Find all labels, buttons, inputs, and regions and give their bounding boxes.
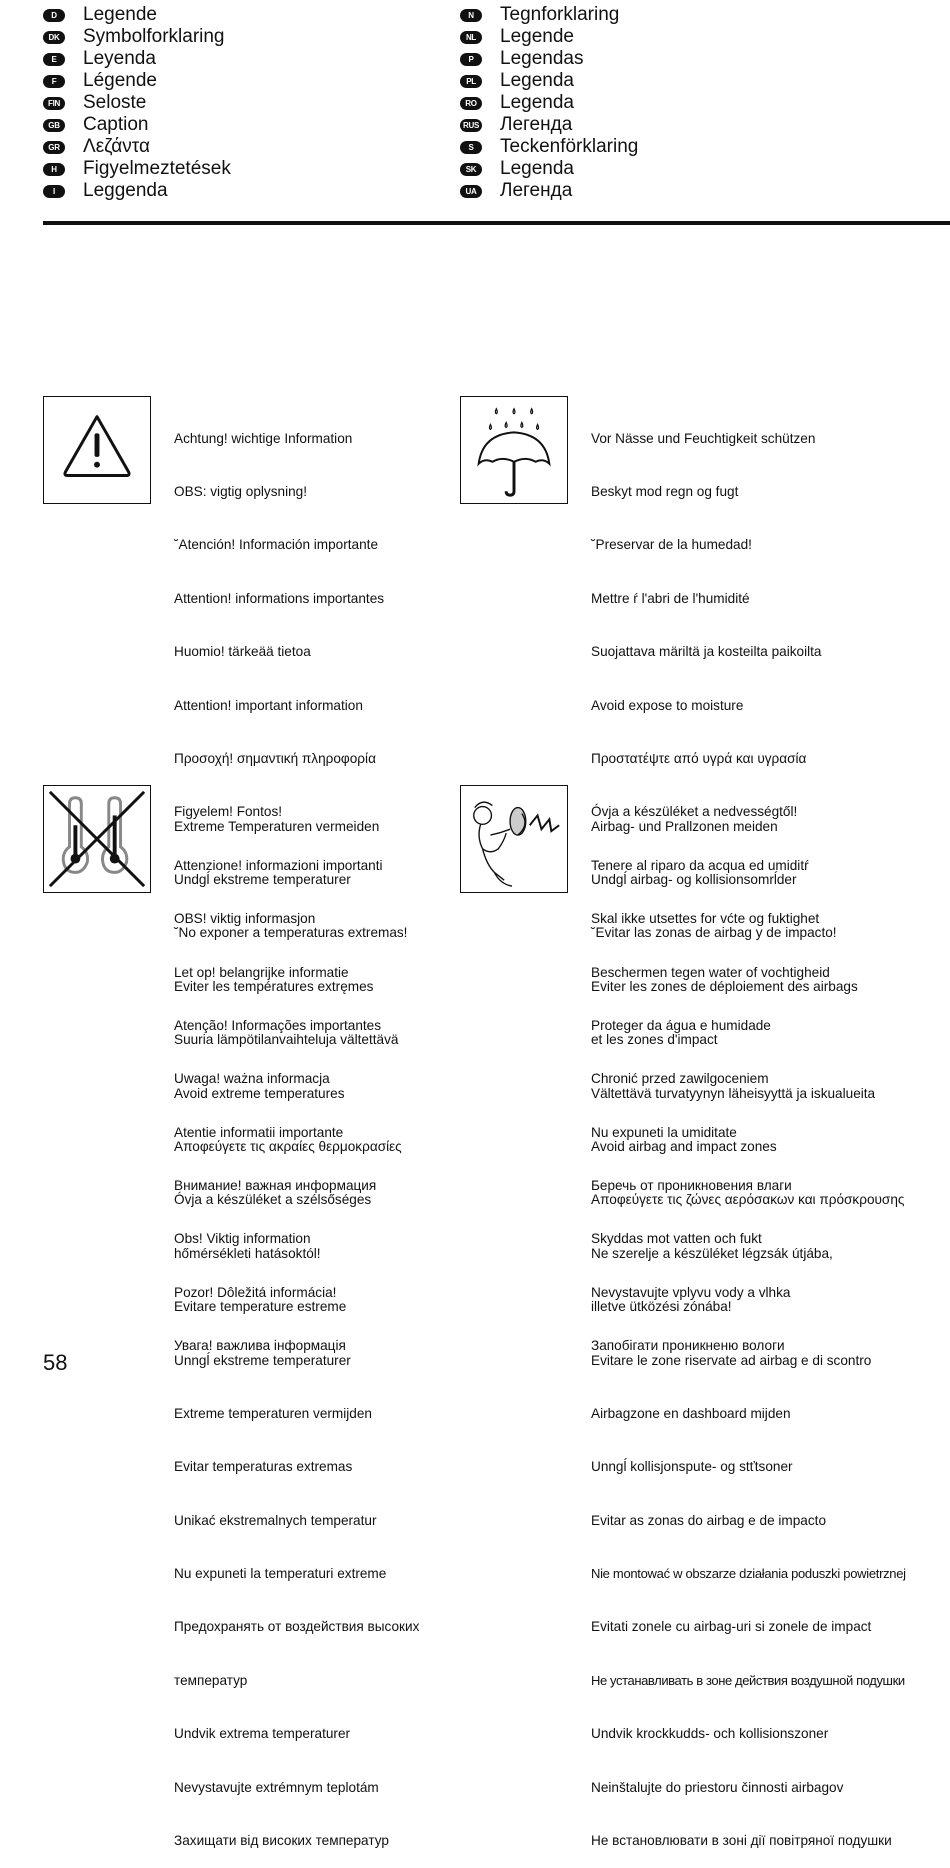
legend-column-right <box>460 4 638 202</box>
legend-item <box>43 114 231 136</box>
legend-item <box>460 158 638 180</box>
legend-item <box>460 114 638 136</box>
legend-label: Teckenförklaring <box>500 136 639 157</box>
text-line: Óvja a készüléket a nedvességtől! <box>591 804 798 820</box>
airbag-text-block <box>591 782 906 1868</box>
legend-label: Legende <box>500 26 574 47</box>
page-number: 58 <box>43 1350 68 1375</box>
text-line: Let op! belangrijke informatie <box>174 964 349 980</box>
country-badge-icon: RUS <box>460 119 482 132</box>
text-line: Не устанавливать в зоне действия воздушной подушки <box>591 1672 905 1688</box>
country-badge-icon: SK <box>460 163 482 176</box>
country-badge-icon: DK <box>43 31 65 44</box>
text-line: температур <box>174 1672 248 1688</box>
text-line: Ne szerelje a készüléket légzsák útjába, <box>591 1245 833 1261</box>
text-line: Undvik krockkudds- och kollisionszoner <box>591 1726 829 1742</box>
text-line: Vor Nässe und Feuchtigkeit schützen <box>591 430 816 446</box>
text-line: Προστατέψτε από υγρά και υγρασία <box>591 750 807 766</box>
text-line: Nevystavujte extrémnym teplotám <box>174 1779 379 1795</box>
text-line: Не встановлювати в зоні дії повітряної подушки <box>591 1833 892 1849</box>
legend-item <box>43 70 231 92</box>
text-line: Airbag- und Prallzonen meiden <box>591 818 778 834</box>
legend-item <box>460 70 638 92</box>
text-line: Αποφεύγετε τις ζώνες αερόσακων και πρόσκρουσης <box>591 1192 905 1208</box>
country-badge-icon: P <box>460 53 482 66</box>
country-badge-icon: I <box>43 185 65 198</box>
legend-item <box>460 26 638 48</box>
legend-item <box>43 92 231 114</box>
text-line: Suojattava märiltä ja kosteilta paikoilta <box>591 644 822 660</box>
text-line: Nevystavujte vplyvu vody a vlhka <box>591 1284 791 1300</box>
text-line: Beskyt mod regn og fugt <box>591 483 739 499</box>
country-badge-icon: UA <box>460 185 482 198</box>
text-line: ˘Evitar las zonas de airbag y de impacto! <box>591 925 837 941</box>
text-line: Atenção! Informações importantes <box>174 1017 382 1033</box>
legend-item <box>460 4 638 26</box>
text-line: Evitati zonele cu airbag-uri si zonele de impact <box>591 1619 872 1635</box>
legend-item <box>43 4 231 26</box>
legend-label: Tegnforklaring <box>500 4 620 25</box>
legend-label: Легенда <box>500 114 573 135</box>
text-line: Предохранять от воздействия высоких <box>174 1619 420 1635</box>
country-badge-icon: H <box>43 163 65 176</box>
legend-item <box>43 136 231 158</box>
country-badge-icon: FIN <box>43 97 65 110</box>
country-badge-icon: PL <box>460 75 482 88</box>
text-line: Беречь от проникновения влаги <box>591 1178 792 1194</box>
legend-label: Legenda <box>500 70 574 91</box>
legend-label: Caption <box>83 114 149 135</box>
text-line: Extreme temperaturen vermijden <box>174 1405 372 1421</box>
text-line: Obs! Viktig information <box>174 1231 311 1247</box>
text-line: Nie montować w obszarze działania poduszki powietrznej <box>591 1566 906 1582</box>
text-line: Evitar temperaturas extremas <box>174 1459 353 1475</box>
text-line: Nu expuneti la temperaturi extreme <box>174 1566 387 1582</box>
text-line: Proteger da água e humidade <box>591 1017 771 1033</box>
text-line: Uwaga! ważna informacja <box>174 1071 330 1087</box>
legend-label: Legende <box>83 4 157 25</box>
text-line: Attenzione! informazioni importanti <box>174 857 383 873</box>
text-line: Evitare temperature estreme <box>174 1299 347 1315</box>
text-line: Eviter les températures extręmes <box>174 978 374 994</box>
text-line: Chronić przed zawilgoceniem <box>591 1071 769 1087</box>
legend-item <box>460 92 638 114</box>
legend-label: Symbolforklaring <box>83 26 225 47</box>
text-line: Suuria lämpötilanvaihteluja vältettävä <box>174 1032 399 1048</box>
temperature-text-block <box>174 782 419 1868</box>
text-line: Attention! important information <box>174 697 363 713</box>
legend-label: Leyenda <box>83 48 156 69</box>
text-line: Unngĺ ekstreme temperaturer <box>174 1352 351 1368</box>
text-line: hőmérsékleti hatásoktól! <box>174 1245 321 1261</box>
country-badge-icon: RO <box>460 97 482 110</box>
text-line: Avoid expose to moisture <box>591 697 744 713</box>
header-divider <box>43 221 950 225</box>
legend-item <box>460 180 638 202</box>
warning-triangle-icon <box>43 396 151 504</box>
text-line: Undvik extrema temperaturer <box>174 1726 351 1742</box>
text-line: Undgĺ ekstreme temperaturer <box>174 871 351 887</box>
legend-label: Seloste <box>83 92 147 113</box>
country-badge-icon: S <box>460 141 482 154</box>
text-line: Airbagzone en dashboard mijden <box>591 1405 791 1421</box>
text-line: OBS: vigtig oplysning! <box>174 483 307 499</box>
text-line: Attention! informations importantes <box>174 590 385 606</box>
text-line: Evitare le zone riservate ad airbag e di scontro <box>591 1352 872 1368</box>
legend-label: Legenda <box>500 92 574 113</box>
text-line: Huomio! tärkeää tietoa <box>174 644 311 660</box>
text-line: Προσοχή! σημαντική πληροφορία <box>174 750 376 766</box>
text-line: ˘Atención! Información importante <box>174 537 379 553</box>
legend-label: Λεζάντα <box>83 136 150 157</box>
text-line: Skal ikke utsettes for vćte og fuktighet <box>591 911 820 927</box>
text-line: Eviter les zones de déploiement des airbags <box>591 978 858 994</box>
no-extreme-temperature-icon <box>43 785 151 893</box>
airbag-impact-zone-icon <box>460 785 568 893</box>
text-line: Nu expuneti la umiditate <box>591 1124 737 1140</box>
text-line: Avoid airbag and impact zones <box>591 1138 777 1154</box>
legend-label: Figyelmeztetések <box>83 158 231 179</box>
legend-label: Leggenda <box>83 180 168 201</box>
country-badge-icon: N <box>460 9 482 22</box>
text-line: Unngĺ kollisjonspute- og stťtsoner <box>591 1459 793 1475</box>
text-line: ˘Preservar de la humedad! <box>591 537 752 553</box>
text-line: Запобігати проникненю вологи <box>591 1338 785 1354</box>
text-line: Achtung! wichtige Information <box>174 430 353 446</box>
legend-item <box>460 136 638 158</box>
legend-item <box>460 48 638 70</box>
text-line: Avoid extreme temperatures <box>174 1085 345 1101</box>
legend-label: Légende <box>83 70 157 91</box>
country-badge-icon: NL <box>460 31 482 44</box>
country-badge-icon: GR <box>43 141 65 154</box>
text-line: OBS! viktig informasjon <box>174 911 316 927</box>
country-badge-icon: GB <box>43 119 65 132</box>
legend-label: Легенда <box>500 180 573 201</box>
legend-item <box>43 48 231 70</box>
legend-item <box>43 158 231 180</box>
text-line: Tenere al riparo da acqua ed umiditŕ <box>591 857 809 873</box>
legend-label: Legendas <box>500 48 584 69</box>
text-line: Atentie informatii importante <box>174 1124 344 1140</box>
legend-item <box>43 180 231 202</box>
text-line: Neinštalujte do priestoru činnosti airbagov <box>591 1779 844 1795</box>
text-line: Unikać ekstremalnych temperatur <box>174 1512 377 1528</box>
text-line: et les zones d'impact <box>591 1032 718 1048</box>
text-line: Extreme Temperaturen vermeiden <box>174 818 380 834</box>
text-line: Skyddas mot vatten och fukt <box>591 1231 762 1247</box>
text-line: Αποφεύγετε τις ακραίες θερμοκρασίες <box>174 1138 402 1154</box>
text-line: Figyelem! Fontos! <box>174 804 283 820</box>
text-line: Vältettävä turvatyynyn läheisyyttä ja iskualueita <box>591 1085 876 1101</box>
text-line: Mettre ŕ l'abri de l'humidité <box>591 590 750 606</box>
text-line: Внимание! важная информация <box>174 1178 377 1194</box>
text-line: Undgĺ airbag- og kollisionsomrĺder <box>591 871 797 887</box>
umbrella-rain-icon <box>460 396 568 504</box>
text-line: Захищати від високих температур <box>174 1833 389 1849</box>
country-badge-icon: F <box>43 75 65 88</box>
legend-column-left <box>43 4 231 202</box>
text-line: Evitar as zonas do airbag e de impacto <box>591 1512 827 1528</box>
text-line: Увага! важлива інформація <box>174 1338 346 1354</box>
text-line: Beschermen tegen water of vochtigheid <box>591 964 830 980</box>
country-badge-icon: E <box>43 53 65 66</box>
text-line: Óvja a készüléket a szélsőséges <box>174 1192 372 1208</box>
text-line: ˘No exponer a temperaturas extremas! <box>174 925 408 941</box>
text-line: Pozor! Dôležitá informácia! <box>174 1284 337 1300</box>
legend-item <box>43 26 231 48</box>
text-line: illetve ütközési zónába! <box>591 1299 732 1315</box>
country-badge-icon: D <box>43 9 65 22</box>
legend-label: Legenda <box>500 158 574 179</box>
